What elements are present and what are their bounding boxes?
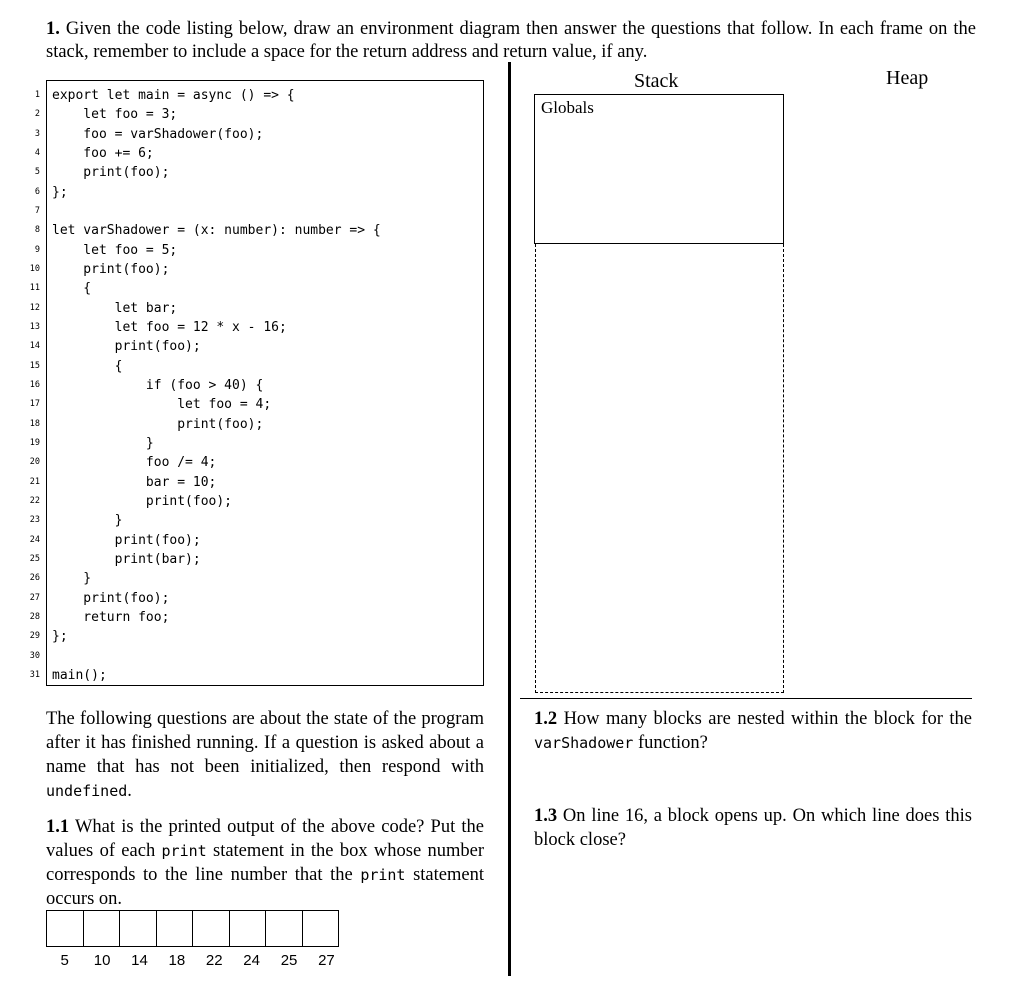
code-line: main(); [52,667,107,683]
answer-box[interactable] [229,910,267,947]
question-1-3-number: 1.3 [534,806,558,826]
code-line: if (foo > 40) { [52,377,264,393]
line-number: 29 [29,631,40,642]
q12-text-1: How many blocks are nested within the block for the [557,709,972,729]
globals-label: Globals [541,98,594,117]
question-1-prompt [46,18,976,64]
code-line: print(bar); [52,551,201,567]
question-1-1 [46,815,484,911]
q11-code-2: print [360,866,406,884]
code-line: let foo = 4; [52,397,272,413]
code-line: let bar; [52,300,178,316]
stack-label: Stack [634,70,679,92]
intro-text: The following questions are about the state of the program after it has finished running. If a question is asked about a name that has not been initialized, then respond with [46,709,484,777]
answer-box[interactable] [192,910,230,947]
code-line: } [52,435,154,451]
answer-line-label: 5 [60,952,69,969]
answer-line-label: 22 [205,952,223,969]
vertical-divider [508,62,511,976]
line-number: 23 [29,515,40,526]
line-number: 16 [29,379,40,390]
question-1-1-number: 1.1 [46,817,70,837]
q11-text-1: What is the printed output of the above code? Put the values of each [46,817,484,861]
intro-period: . [127,781,132,801]
code-line: let varShadower = (x: number): number => { [52,223,381,239]
q11-code-1: print [161,842,207,860]
line-number: 4 [34,147,40,158]
answer-boxes [46,910,338,947]
line-number: 26 [29,573,40,584]
line-number: 20 [29,457,40,468]
line-number: 12 [29,302,40,313]
code-line: print(foo); [52,339,201,355]
answer-line-labels [46,952,345,969]
answer-box[interactable] [302,910,340,947]
line-number: 31 [29,669,40,680]
line-number: 28 [29,611,40,622]
code-line: { [52,358,123,374]
undefined-keyword: undefined [46,782,128,800]
q12-code: varShadower [534,734,634,752]
code-line: export let main = async () => { [52,88,295,103]
question-1-2 [534,707,972,755]
code-line: let foo = 12 * x - 16; [52,319,287,335]
answer-box[interactable] [265,910,303,947]
code-line: } [52,571,92,587]
code-line [52,647,381,666]
line-number: 18 [29,418,40,429]
line-number: 27 [29,592,40,603]
answer-box[interactable] [119,910,157,947]
line-number: 1 [34,90,40,100]
line-number: 7 [34,205,40,216]
line-number: 17 [29,399,40,410]
line-number: 24 [29,534,40,545]
line-number: 19 [29,437,40,448]
line-number: 11 [29,283,40,294]
answer-line-label: 18 [168,952,186,969]
heap-label: Heap [886,67,929,89]
line-number: 3 [34,128,40,139]
code-line: let foo = 3; [52,107,178,123]
code-line [52,202,381,221]
line-number: 5 [34,167,40,178]
line-number: 30 [29,650,40,661]
q12-text-2: function? [633,733,708,753]
line-number: 13 [29,321,40,332]
code-line: let foo = 5; [52,242,178,258]
questions-intro [46,707,484,803]
code-line: print(foo); [52,493,233,509]
code-line: bar = 10; [52,474,217,490]
code-line: foo = varShadower(foo); [52,126,264,142]
question-1-3 [534,804,972,852]
line-number: 2 [34,109,40,120]
line-number: 21 [29,476,40,487]
answer-line-label: 10 [93,952,111,969]
answer-box[interactable] [156,910,194,947]
code-line: print(foo); [52,416,264,432]
answer-line-label: 25 [280,952,298,969]
line-number: 22 [29,495,40,506]
line-number: 14 [29,341,40,352]
code-line: } [52,513,123,529]
horizontal-divider [520,698,972,699]
question-1-2-number: 1.2 [534,709,558,729]
code-line: print(foo); [52,261,170,277]
question-1-number: 1. [46,19,60,39]
answer-line-label: 27 [318,952,335,969]
code-line: foo /= 4; [52,455,217,471]
code-line: print(foo); [52,590,170,606]
answer-line-label: 14 [131,952,148,969]
code-line: }; [52,184,68,200]
answer-box[interactable] [46,910,84,947]
line-numbers [22,86,40,685]
question-1-text: Given the code listing below, draw an environment diagram then answer the questions that follow. In each frame on the stack, remember to include a space for the return address and return value, if any. [46,19,976,62]
code-line: print(foo); [52,532,201,548]
line-number: 9 [34,244,40,255]
answer-box[interactable] [83,910,121,947]
code-line: print(foo); [52,165,170,181]
code-line: foo += 6; [52,145,154,161]
code-line: }; [52,629,68,645]
code-line: { [52,281,92,297]
q11-text-3: statement occurs on. [46,865,484,909]
answer-line-label: 24 [243,952,260,969]
line-number: 25 [29,553,40,564]
code-listing [52,86,381,685]
stack-area-dashed [535,244,784,693]
q13-text: On line 16, a block opens up. On which line does this block close? [534,806,972,850]
line-number: 15 [29,360,40,371]
line-number: 10 [29,263,40,274]
code-line: return foo; [52,609,170,625]
line-number: 8 [34,225,40,236]
line-number: 6 [34,186,40,197]
q11-text-2: statement in the box whose number corresponds to the line number that the [46,841,484,885]
